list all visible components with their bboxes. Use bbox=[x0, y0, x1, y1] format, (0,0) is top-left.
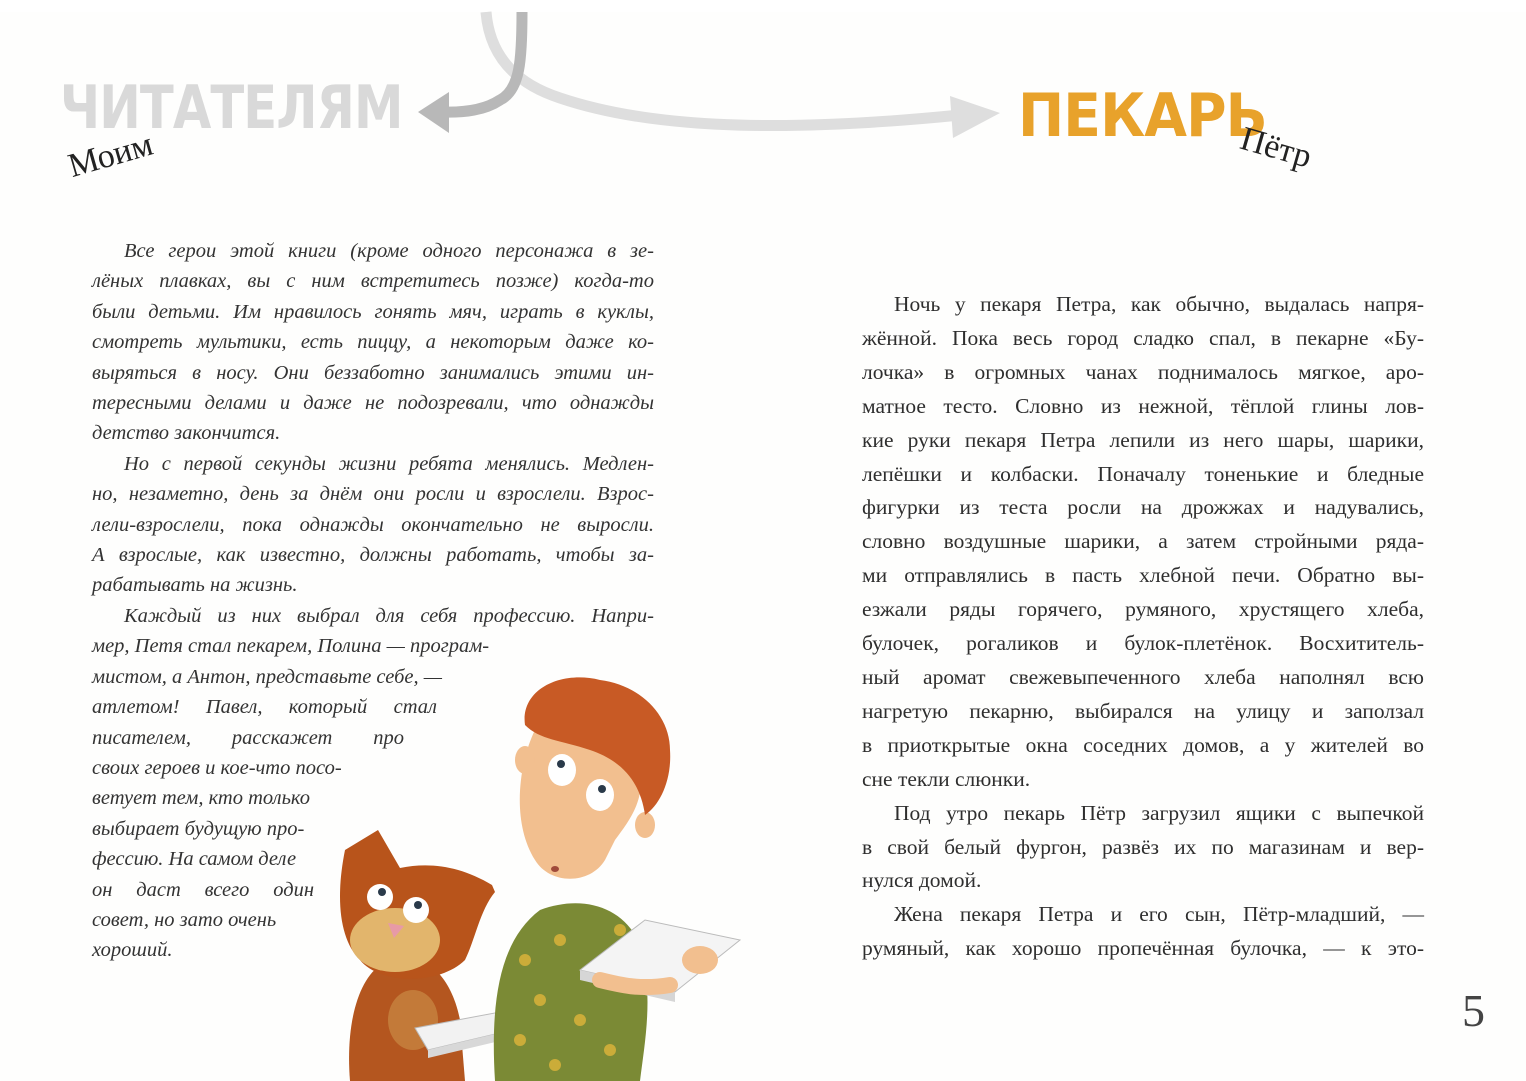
text-line: румяный, как хорошо пропечённая булочка, — к это- bbox=[862, 936, 1424, 961]
curved-arrow-right-icon bbox=[486, 12, 1000, 138]
text-line: рабатывать на жизнь. bbox=[92, 574, 298, 597]
text-line: Ночь у пекаря Петра, как обычно, выдалась напря- bbox=[894, 292, 1424, 316]
heading-baker: ПЕКАРЬ bbox=[1018, 81, 1267, 151]
heading-readers: ЧИТАТЕЛЯМ bbox=[60, 73, 403, 143]
boy-and-cat-illustration bbox=[300, 640, 780, 1081]
curved-arrow-left-icon bbox=[418, 12, 522, 133]
text-line: жённой. Пока весь город сладко спал, в пекарне «Бу- bbox=[862, 325, 1424, 350]
text-line: он даст всего один bbox=[92, 878, 314, 901]
text-line: ный аромат свежевыпеченного хлеба наполнял всю bbox=[862, 664, 1424, 689]
text-line: в приоткрытые окна соседних домов, а у жителей во bbox=[862, 732, 1424, 757]
text-line: фессию. На самом деле bbox=[92, 848, 297, 871]
text-line: совет, но зато очень bbox=[92, 908, 277, 931]
text-line: ветует тем, кто только bbox=[92, 787, 310, 810]
text-line: езжали ряды горячего, румяного, хрустящего хлеба, bbox=[862, 597, 1424, 622]
text-line: матное тесто. Словно из нежной, тёплой глины лов- bbox=[862, 393, 1424, 418]
text-line: Жена пекаря Петра и его сын, Пётр-младший, — bbox=[894, 902, 1424, 927]
subheading-petr: Пётр bbox=[1236, 120, 1316, 176]
text-line: хороший. bbox=[92, 939, 173, 962]
text-line: мер, Петя стал пекарем, Полина — програм- bbox=[92, 635, 490, 658]
boy-icon bbox=[494, 677, 740, 1081]
text-line: смотреть мультики, есть пиццу, а некоторым даже ко- bbox=[92, 331, 654, 354]
text-line: лепёшки и колбаски. Поначалу тоненькие и бледные bbox=[862, 461, 1424, 486]
page-number: 5 bbox=[1462, 985, 1485, 1036]
cat-icon bbox=[340, 830, 512, 1081]
text-line: фигурки из теста росли на дрожжах и надувались, bbox=[862, 495, 1424, 520]
right-page-text bbox=[862, 288, 1424, 966]
text-line: булочек, рогаликов и булок-плетёнок. Восхититель- bbox=[862, 631, 1424, 656]
text-line: кие руки пекаря Петра лепили из него шары, шарики, bbox=[862, 427, 1424, 452]
text-line: нагретую пекарню, выбирался на улицу и заползал bbox=[862, 698, 1424, 723]
subheading-my: Моим bbox=[64, 125, 158, 185]
text-line: нулся домой. bbox=[862, 868, 982, 893]
text-line: Под утро пекарь Пётр загрузил ящики с выпечкой bbox=[894, 800, 1424, 825]
text-line: А взрослые, как известно, должны работать, чтобы за- bbox=[92, 544, 654, 567]
text-line: выряться в носу. Они беззаботно занимались этими ин- bbox=[92, 361, 654, 384]
text-line: атлетом! Павел, который стал bbox=[92, 696, 437, 719]
text-line: сне текли слюнки. bbox=[862, 766, 1031, 791]
top-band bbox=[0, 0, 1526, 12]
text-line: своих героев и кое-что посо- bbox=[92, 756, 342, 779]
text-line: словно воздушные шарики, а затем стройными ряда- bbox=[862, 529, 1424, 554]
text-line: Каждый из них выбрал для себя профессию. Напри- bbox=[124, 604, 654, 627]
text-line: мистом, а Антон, представьте себе, — bbox=[92, 665, 442, 688]
text-line: Все герои этой книги (кроме одного персонажа в зе- bbox=[124, 240, 654, 262]
text-line: ми отправлялись в пасть хлебной печи. Обратно вы- bbox=[862, 563, 1424, 588]
text-line: лели-взрослели, пока однажды окончательно не выросли. bbox=[92, 513, 654, 536]
text-line: лёных плавках, вы с ним встретитесь позже) когда-то bbox=[92, 270, 654, 293]
text-line: детство закончится. bbox=[92, 422, 281, 445]
text-line: выбирает будущую про- bbox=[92, 817, 305, 840]
text-line: были детьми. Им нравилось гонять мяч, играть в куклы, bbox=[92, 300, 654, 323]
text-line: писателем, расскажет про bbox=[92, 726, 404, 749]
text-line: тересными делами и даже не подозревали, что однажды bbox=[92, 392, 654, 415]
text-line: но, незаметно, день за днём они росли и взрослели. Взрос- bbox=[92, 483, 654, 506]
text-line: лочка» в огромных чанах поднималось мягкое, аро- bbox=[862, 359, 1424, 384]
text-line: Но с первой секунды жизни ребята менялись. Медлен- bbox=[124, 452, 654, 475]
text-line: в свой белый фургон, развёз их по магазинам и вер- bbox=[862, 834, 1424, 859]
